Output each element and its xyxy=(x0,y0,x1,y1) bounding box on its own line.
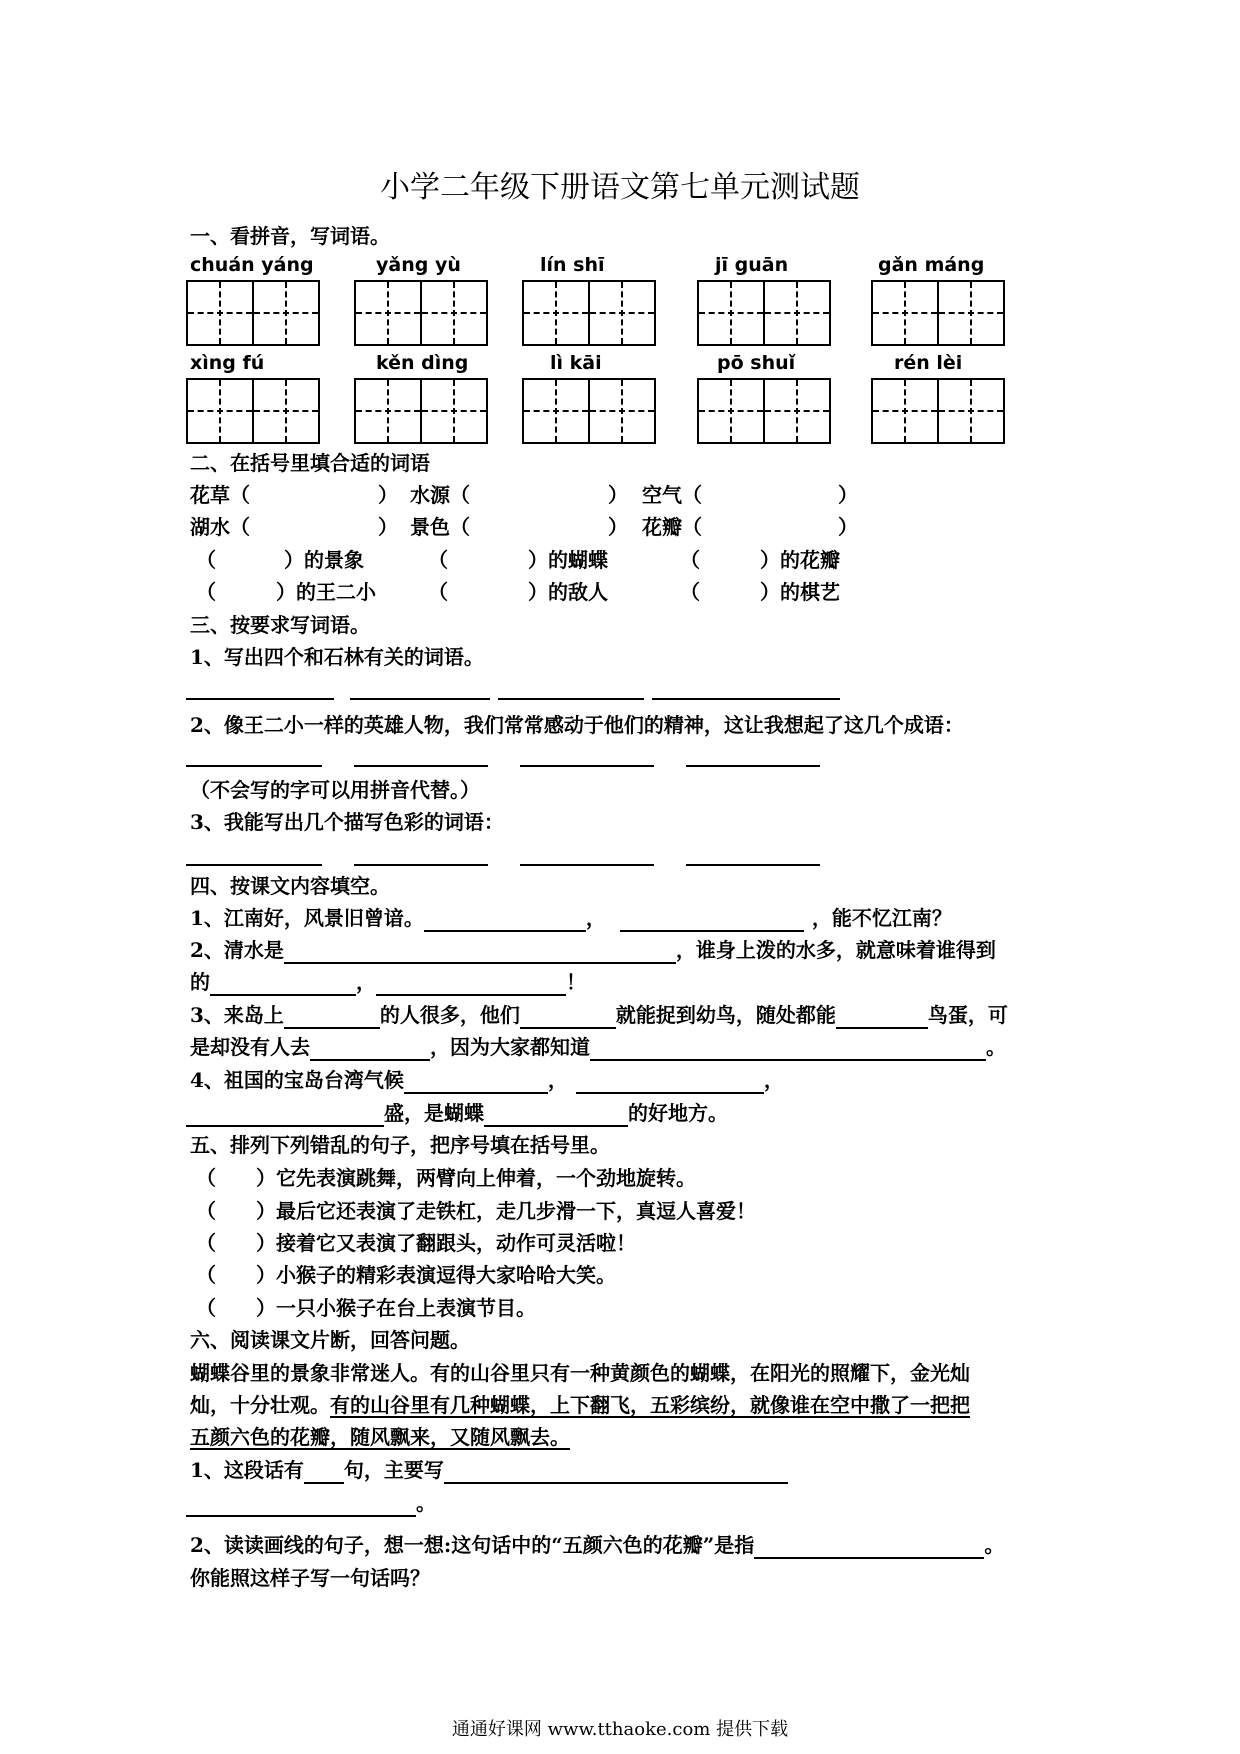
writing-grid[interactable] xyxy=(354,378,488,444)
pinyin-label: gǎn máng xyxy=(878,254,985,276)
answer-blank[interactable] xyxy=(484,1101,628,1127)
fill-paren-item: ）的花瓣 xyxy=(760,548,840,572)
answer-blank[interactable] xyxy=(836,1003,928,1029)
question-text: 1、写出四个和石林有关的词语。 xyxy=(190,645,484,669)
answer-line[interactable] xyxy=(686,765,820,767)
fill-paren-item: ）的景象 xyxy=(284,548,364,572)
answer-line[interactable] xyxy=(652,698,840,700)
pinyin-label: jī guān xyxy=(715,254,789,276)
answer-line[interactable] xyxy=(186,698,334,700)
pinyin-label: yǎng yù xyxy=(376,254,461,276)
question-text: 1、江南好，风景旧曾谙。 ， ，能不忆江南？ xyxy=(190,906,952,930)
section-6-heading: 六、阅读课文片断，回答问题。 xyxy=(190,1328,470,1352)
fill-paren-item: （ xyxy=(196,580,216,604)
sentence-item: （ ）它先表演跳舞，两臂向上伸着，一个劲地旋转。 xyxy=(196,1166,696,1190)
answer-blank[interactable] xyxy=(590,1035,986,1061)
writing-grid[interactable] xyxy=(522,378,656,444)
fill-paren-item: 景色（ xyxy=(410,515,470,539)
answer-line[interactable] xyxy=(186,864,322,866)
note-text: （不会写的字可以用拼音代替。） xyxy=(190,778,480,802)
answer-blank[interactable] xyxy=(376,970,566,996)
sentence-item: （ ）接着它又表演了翻跟头，动作可灵活啦！ xyxy=(196,1231,636,1255)
answer-line[interactable] xyxy=(354,765,488,767)
pinyin-label: rén lèi xyxy=(894,352,963,374)
fill-paren-item: 水源（ xyxy=(410,483,470,507)
answer-blank[interactable] xyxy=(310,1035,430,1061)
question-text: 。 xyxy=(186,1489,436,1517)
answer-line[interactable] xyxy=(186,765,322,767)
pinyin-label: pō shuǐ xyxy=(717,352,796,374)
fill-paren-item: 空气（ xyxy=(642,483,702,507)
answer-blank[interactable] xyxy=(620,906,804,932)
fill-paren-item: ） xyxy=(838,483,858,507)
fill-paren-item: ） xyxy=(378,483,398,507)
answer-line[interactable] xyxy=(354,864,488,866)
question-text: 4、祖国的宝岛台湾气候 ， ， xyxy=(190,1068,784,1092)
pinyin-label: lín shī xyxy=(540,254,605,276)
fill-paren-item: 花草（ xyxy=(190,483,250,507)
answer-blank[interactable] xyxy=(210,970,356,996)
fill-paren-item: （ xyxy=(680,580,700,604)
question-text: 盛，是蝴蝶 的好地方。 xyxy=(186,1099,728,1127)
fill-paren-item: ）的蝴蝶 xyxy=(528,548,608,572)
fill-paren-item: （ xyxy=(428,580,448,604)
underlined-sentence: 五颜六色的花瓣，随风飘来，又随风飘去。 xyxy=(190,1425,570,1449)
page-title: 小学二年级下册语文第七单元测试题 xyxy=(380,170,860,205)
answer-line[interactable] xyxy=(520,765,654,767)
fill-paren-item: （ xyxy=(680,548,700,572)
question-text: 3、我能写出几个描写色彩的词语： xyxy=(190,810,504,834)
answer-blank[interactable] xyxy=(186,1491,416,1517)
fill-paren-item: ） xyxy=(378,515,398,539)
question-text: 是却没有人去 ，因为大家都知道 。 xyxy=(190,1035,1006,1059)
footer-text: 通通好课网 www.tthaoke.com 提供下载 xyxy=(451,1719,789,1740)
sentence-item: （ ）最后它还表演了走铁杠，走几步滑一下，真逗人喜爱！ xyxy=(196,1199,756,1223)
answer-blank[interactable] xyxy=(576,1068,764,1094)
fill-paren-item: ）的王二小 xyxy=(276,580,376,604)
pinyin-label: lì kāi xyxy=(550,352,602,374)
sentence-item: （ ）一只小猴子在台上表演节目。 xyxy=(196,1296,536,1320)
writing-grid[interactable] xyxy=(186,280,320,346)
answer-blank[interactable] xyxy=(186,1101,384,1127)
answer-blank[interactable] xyxy=(404,1068,548,1094)
fill-paren-item: ） xyxy=(838,515,858,539)
pinyin-label: xìng fú xyxy=(190,352,265,374)
section-5-heading: 五、排列下列错乱的句子，把序号填在括号里。 xyxy=(190,1133,610,1157)
question-text: 3、来岛上 的人很多，他们 就能捉到幼鸟，随处都能 鸟蛋，可 xyxy=(190,1003,1008,1027)
writing-grid[interactable] xyxy=(871,378,1005,444)
question-text: 1、这段话有 句，主要写 xyxy=(190,1456,788,1484)
fill-paren-item: 湖水（ xyxy=(190,515,250,539)
pinyin-label: kěn dìng xyxy=(376,352,469,374)
fill-paren-item: （ xyxy=(196,548,216,572)
writing-grid[interactable] xyxy=(354,280,488,346)
answer-line[interactable] xyxy=(350,698,490,700)
pinyin-label: chuán yáng xyxy=(190,254,314,276)
writing-grid[interactable] xyxy=(186,378,320,444)
question-text: 2、读读画线的句子，想一想:这句话中的“五颜六色的花瓣”是指 。 xyxy=(190,1533,1005,1557)
writing-grid[interactable] xyxy=(522,280,656,346)
passage-line: 灿，十分壮观。有的山谷里有几种蝴蝶，上下翻飞，五彩缤纷，就像谁在空中撒了一把把 xyxy=(190,1393,970,1417)
answer-line[interactable] xyxy=(520,864,654,866)
fill-paren-item: ） xyxy=(608,483,628,507)
passage-line: 蝴蝶谷里的景象非常迷人。有的山谷里只有一种黄颜色的蝴蝶，在阳光的照耀下，金光灿 xyxy=(190,1361,970,1385)
answer-blank[interactable] xyxy=(284,938,676,964)
fill-paren-item: ）的棋艺 xyxy=(760,580,840,604)
answer-blank[interactable] xyxy=(304,1458,344,1484)
question-text: 的 ， ！ xyxy=(190,970,586,994)
answer-blank[interactable] xyxy=(284,1003,380,1029)
answer-line[interactable] xyxy=(498,698,644,700)
answer-blank[interactable] xyxy=(424,906,586,932)
answer-blank[interactable] xyxy=(444,1458,788,1484)
section-2-heading: 二、在括号里填合适的词语 xyxy=(190,451,430,475)
fill-paren-item: ）的敌人 xyxy=(528,580,608,604)
section-3-heading: 三、按要求写词语。 xyxy=(190,613,370,637)
writing-grid[interactable] xyxy=(697,378,831,444)
question-text: 2、像王二小一样的英雄人物，我们常常感动于他们的精神，这让我想起了这几个成语： xyxy=(190,713,964,737)
answer-blank[interactable] xyxy=(754,1533,984,1559)
fill-paren-item: ） xyxy=(608,515,628,539)
section-1-heading: 一、看拼音，写词语。 xyxy=(190,224,390,248)
question-text: 你能照这样子写一句话吗？ xyxy=(190,1566,430,1590)
answer-blank[interactable] xyxy=(520,1003,616,1029)
fill-paren-item: （ xyxy=(428,548,448,572)
underlined-sentence: 有的山谷里有几种蝴蝶，上下翻飞，五彩缤纷，就像谁在空中撒了一把把 xyxy=(330,1393,970,1417)
writing-grid[interactable] xyxy=(697,280,831,346)
writing-grid[interactable] xyxy=(871,280,1005,346)
fill-paren-item: 花瓣（ xyxy=(642,515,702,539)
question-text: 2、清水是 ，谁身上泼的水多，就意味着谁得到 xyxy=(190,938,996,962)
section-4-heading: 四、按课文内容填空。 xyxy=(190,874,390,898)
answer-line[interactable] xyxy=(686,864,820,866)
sentence-item: （ ）小猴子的精彩表演逗得大家哈哈大笑。 xyxy=(196,1263,616,1287)
